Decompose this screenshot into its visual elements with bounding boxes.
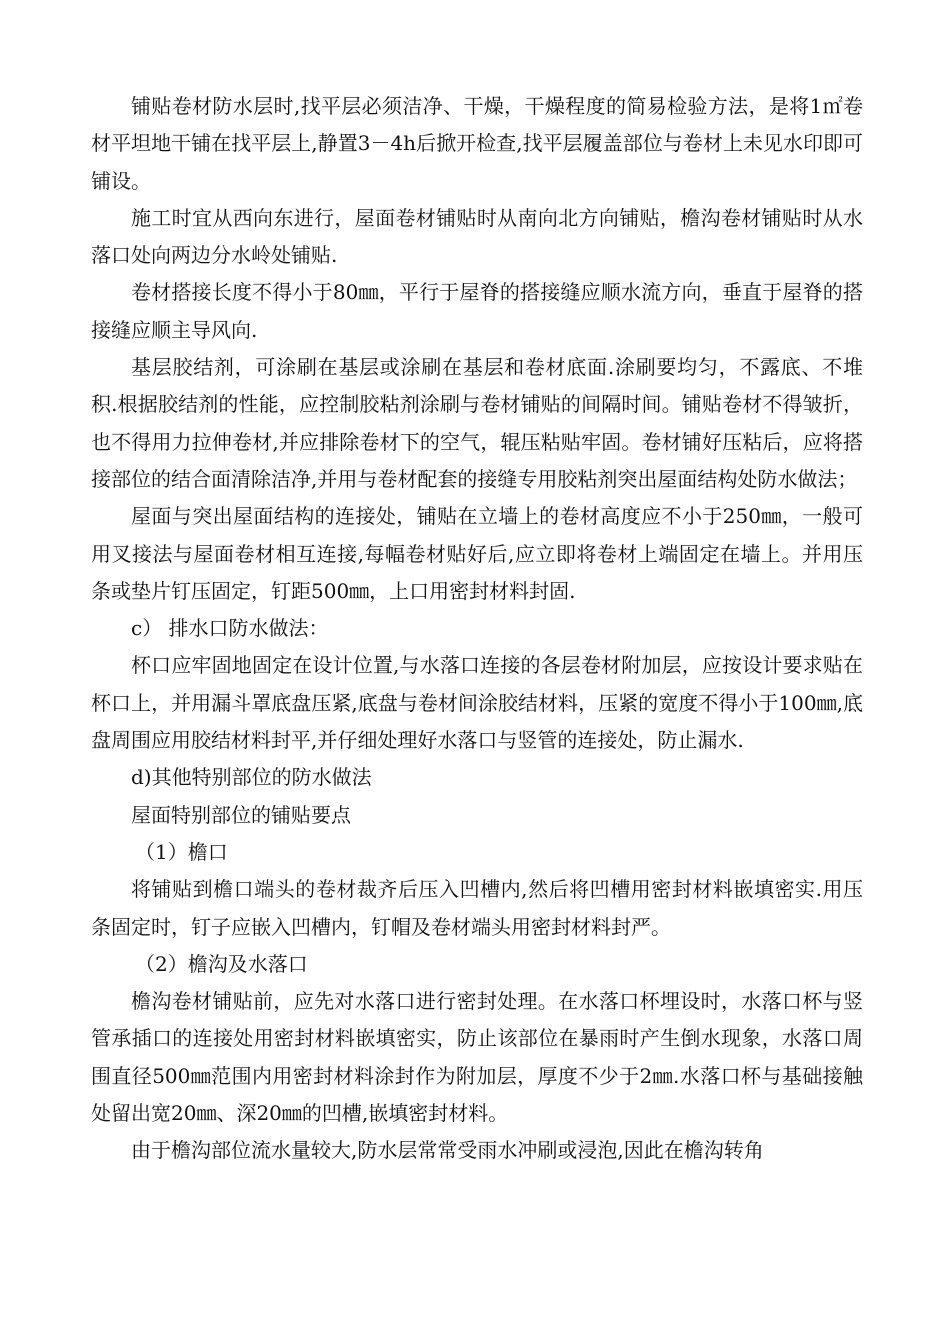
heading-special-parts-points: 屋面特别部位的铺贴要点 <box>131 802 351 827</box>
paragraph-laying-direction: 施工时宜从西向东进行，屋面卷材铺贴时从南向北方向铺贴，檐沟卷材铺贴时从水落口处向两边分水岭处铺贴. <box>91 205 863 268</box>
paragraph-wall-junction: 屋面与突出屋面结构的连接处，铺贴在立墙上的卷材高度应不小于250㎜，一般可用叉接法与屋面卷材相互连接,每幅卷材贴好后,应立即将卷材上端固定在墙上。并用压条或垫片钉压固定，钉距500㎜，上口用密封材料封固. <box>91 504 863 603</box>
heading-drain-outlet: c） 排水口防水做法： <box>131 616 329 641</box>
paragraph-eaves: 将铺贴到檐口端头的卷材裁齐后压入凹槽内,然后将凹槽用密封材料嵌填密实.用压条固定时，钉子应嵌入凹槽内，钉帽及卷材端头用密封材料封严。 <box>91 877 863 939</box>
paragraph-gutter-water-flow: 由于檐沟部位流水量较大,防水层常常受雨水冲刷或浸泡,因此在檐沟转角 <box>131 1138 764 1163</box>
paragraph-base-adhesive: 基层胶结剂，可涂刷在基层或涂刷在基层和卷材底面.涂刷要均匀，不露底、不堆积.根据胶结剂的性能，应控制胶粘剂涂刷与卷材铺贴的间隔时间。铺贴卷材不得皱折，也不得用力拉伸卷材,并应排除卷材下的空气，辊压粘贴牢固。卷材铺好压粘后，应将搭接部位的结合面清除洁净,并用与卷材配套的接缝专用胶粘剂突出屋面结构处防水做法； <box>91 355 863 491</box>
subheading-gutter-outlet: （2）檐沟及水落口 <box>135 951 308 976</box>
heading-special-parts: d)其他特别部位的防水做法 <box>131 765 372 790</box>
document-body <box>91 88 863 1170</box>
paragraph-gutter-outlet: 檐沟卷材铺贴前，应先对水落口进行密封处理。在水落口杯埋设时，水落口杯与竖管承插口的连接处用密封材料嵌填密实，防止该部位在暴雨时产生倒水现象，水落口周围直径500㎜范围内用密封材料涂封作为附加层，厚度不少于2㎜.水落口杯与基础接触处留出宽20㎜、深20㎜的凹槽,嵌填密封材料。 <box>91 989 863 1126</box>
subheading-eaves: （1）檐口 <box>135 839 228 864</box>
paragraph-overlap-length: 卷材搭接长度不得小于80㎜，平行于屋脊的搭接缝应顺水流方向，垂直于屋脊的搭接缝应顺主导风向. <box>91 280 863 342</box>
paragraph-substrate-check: 铺贴卷材防水层时,找平层必须洁净、干燥，干燥程度的简易检验方法，是将1㎡卷材平坦地干铺在找平层上,静置3－4h后掀开检查,找平层履盖部位与卷材上未见水印即可铺设。 <box>91 94 863 193</box>
paragraph-drain-cup: 杯口应牢固地固定在设计位置,与水落口连接的各层卷材附加层，应按设计要求贴在杯口上，并用漏斗罩底盘压紧,底盘与卷材间涂胶结材料，压紧的宽度不得小于100㎜,底盘周围应用胶结材料封平,并仔细处理好水落口与竖管的连接处，防止漏水. <box>91 653 863 753</box>
